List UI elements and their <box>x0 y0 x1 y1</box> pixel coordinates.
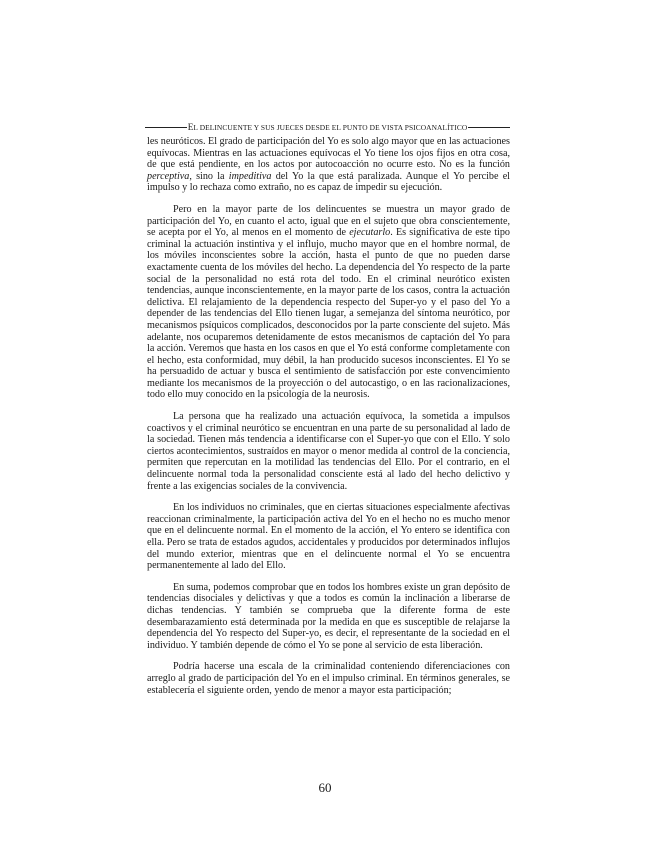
paragraph-text: les neuróticos. El grado de participación del Yo es solo algo mayor que en las actuaciones equívocas. Mientras en las actuaciones equívocas el Yo tiene los ojos fijos en otra cosa, de que está pendiente, en los actos por autocoacción no ocurre esto. No es la función <box>147 136 510 171</box>
paragraph-text: , sino la <box>189 170 229 182</box>
paragraph <box>147 661 510 696</box>
paragraph-text: En suma, podemos comprobar que en todos los hombres existe un gran depósito de tendencias disociales y delictivas y que a todos es común la inclinación a liberarse de dichas tendencias. Y también se comprueba que la diferente forma de este desembarazamiento está determinada por la medida en que es susceptible de relajarse la dependencia del Yo respecto del Super-yo, es decir, el representante de la sociedad en el individuo. Y también depende de cómo el Yo se pone al servicio de esta liberación. <box>147 581 510 651</box>
paragraph <box>147 136 510 194</box>
italic-term: impeditiva <box>228 170 272 182</box>
paragraph-text: Podría hacerse una escala de la criminalidad conteniendo diferenciaciones con arreglo al grado de participación del Yo en el impulso criminal. En términos generales, se establecería el siguiente orden, yendo de menor a mayor esta participación; <box>147 661 510 696</box>
paragraph <box>147 411 510 492</box>
running-title: EL DELINCUENTE Y SUS JUECES DESDE EL PUNTO DE VISTA PSICOANALÍTICO <box>187 122 468 132</box>
running-header <box>145 122 510 132</box>
paragraph-text: En los individuos no criminales, que en ciertas situaciones especialmente afectivas reaccionan criminalmente, la participación activa del Yo en el hecho no es mucho menor que en el delincuente normal. En el momento de la acción, el Yo entero se identifica con ella. Pero se trata de estados agudos, accidentales y producidos por determinados influjos del mundo exterior, mientras que en el delincuente normal el Yo se encuentra permanentemente al lado del Ello. <box>147 502 510 572</box>
paragraph-text: . Es significativa de este tipo criminal la actuación instintiva y el influjo, mucho mayor que en el hombre normal, de los móviles inconscientes sobre la acción, hasta el punto de que no pueden darse exactamente cuenta de los móviles del hecho. La dependencia del Yo respecto de la parte social de la personalidad no está rota del todo. En el criminal neurótico existen tendencias, aunque inconscientemente, en la mayor parte de los casos, contra la actuación delictiva. El relajamiento de la dependencia respecto del Super-yo y el paso del Yo a depender de las tendencias del Ello tienen lugar, a semejanza del síntoma neurótico, por mecanismos psíquicos complicados, desconocidos por la parte consciente del sujeto. Más adelante, nos ocuparemos detenidamente de estos mecanismos de captación del Yo para la acción. Veremos que hasta en los casos en que el Yo está conforme completamente con el hecho, esta conformidad, muy débil, la han producido sucesos inconscientes. El Yo se ha persuadido de actuar y busca el sentimiento de satisfacción por este convencimiento mediante los mecanismos de la proyección o del autocastigo, o en las racionalizaciones, todo ello muy conocido en la psicología de la neurosis. <box>147 227 510 401</box>
paragraph <box>147 204 510 401</box>
paragraph-text: del Yo la que está paralizada. Aunque el Yo percibe el impulso y lo rechaza como extraño, no es capaz de impedir su ejecución. <box>147 170 510 194</box>
paragraph-text: Pero en la mayor parte de los delincuentes se muestra un mayor grado de participación del Yo, en cuanto el acto, igual que en el sujeto que obra conscientemente, se acepta por el Yo, al menos en el momento de <box>147 203 510 239</box>
paragraph-text: La persona que ha realizado una actuación equívoca, la sometida a impulsos coactivos y el criminal neurótico se encuentran en una parte de su personalidad al lado de la sociedad. Tienen más tendencia a identificarse con el Super-yo que con el Ello. Y solo ciertos acontecimientos, sustraídos en mayor o menor medida al control de la conciencia, permiten que repercutan en la motilidad las tendencias del Ello. Por el contrario, en el delincuente normal toda la personalidad consciente está al lado del hecho delictivo y frente a las exigencias sociales de la convivencia. <box>147 411 510 492</box>
header-rule-right <box>468 127 510 128</box>
body-text <box>147 136 510 706</box>
paragraph <box>147 502 510 572</box>
header-rule-left <box>145 127 187 128</box>
italic-term: perceptiva <box>147 170 190 182</box>
page-number: 60 <box>318 780 332 795</box>
italic-term: ejecutarlo <box>349 227 391 239</box>
paragraph <box>147 582 510 652</box>
